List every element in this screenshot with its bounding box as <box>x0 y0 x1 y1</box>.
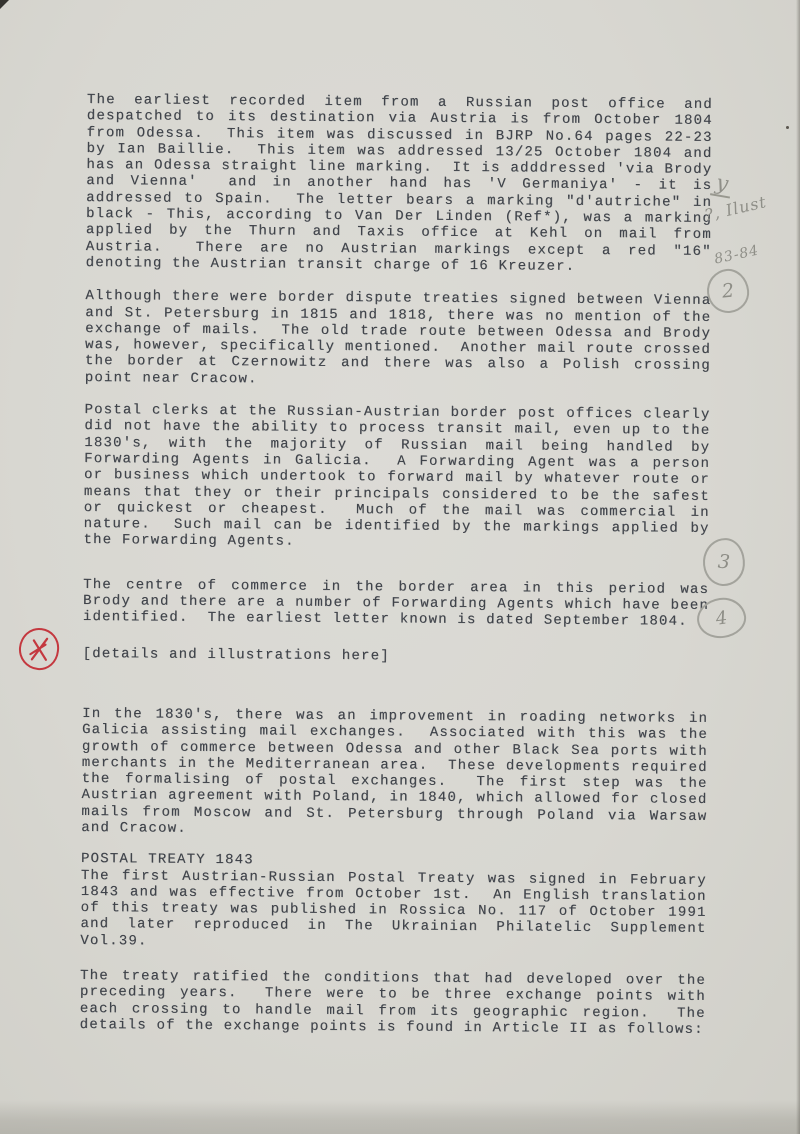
paragraph-1 <box>86 92 713 276</box>
text-line: applied by the Thurn and Taxis office at Kehl on mail from <box>85 222 712 244</box>
circled-number-label: 4 <box>714 606 729 630</box>
text-line: The centre of commerce in the border area in this period was <box>83 576 710 598</box>
text-line: 1843 and was effective from October 1st. An English translation <box>80 883 707 905</box>
text-line: preceding years. There were to be three exchange points with <box>79 984 706 1006</box>
text-line: did not have the ability to process transit mail, even up to the <box>84 418 711 440</box>
scan-artifact-corner <box>0 0 9 9</box>
text-line: addressed to Spain. The letter bears a marking "d'autriche" in <box>86 189 713 211</box>
text-line: exchange of mails. The old trade route between Odessa and Brody <box>85 320 712 342</box>
scan-shadow-right <box>796 0 800 1134</box>
text-line: The treaty ratified the conditions that had developed over the <box>79 968 707 989</box>
text-line: Forwarding Agents in Galicia. A Forwarding Agent was a person <box>84 450 711 472</box>
text-line: merchants in the Mediterranean area. These developments required <box>81 754 708 776</box>
circled-number-label: 2 <box>720 279 736 303</box>
text-line: Vol.39. <box>80 932 148 950</box>
text-line: was, however, specifically mentioned. Another mail route crossed <box>84 337 712 359</box>
text-line: The first Austrian-Russian Postal Treaty was signed in February <box>80 867 707 889</box>
pencil-page-reference: 83-84 <box>712 242 761 268</box>
text-line: the formalising of postal exchanges. The first step was the <box>81 771 708 792</box>
text-line: [details and illustrations here] <box>82 645 390 665</box>
text-line: Austria. There are no Austrian markings except a red "16" <box>85 238 712 260</box>
text-line: In the 1830's, there was an improvement in roading networks in <box>82 705 709 727</box>
text-line: and Cracow. <box>81 819 187 837</box>
scan-shadow-bottom <box>0 1100 800 1134</box>
text-line: mails from Moscow and St. Petersburg through Poland via Warsaw <box>81 803 708 825</box>
scan-speck <box>786 126 789 129</box>
text-line: means that they or their principals considered to be the safest <box>83 483 710 505</box>
red-circled-cross-annotation <box>17 626 61 672</box>
heading-line: POSTAL TREATY 1843 <box>80 851 254 869</box>
text-line: nature. Such mail can be identified by the markings applied by <box>83 516 710 538</box>
pencil-circled-number-2 <box>705 267 751 315</box>
text-line: or business which undertook to forward mail by whatever route or <box>83 467 711 489</box>
text-line: the border at Czernowitz and there was also a Polish crossing <box>84 353 711 375</box>
text-line: The earliest recorded item from a Russian post office and <box>86 92 713 113</box>
text-line: denoting the Austrian transit charge of 16 Kreuzer. <box>85 254 576 275</box>
text-line: and St. Petersburg in 1815 and 1818, there was no mention of the <box>85 304 712 326</box>
text-line: each crossing to handle mail from its geographic region. The <box>79 1000 706 1022</box>
text-line: Brody and there are a number of Forwarding Agents which have been <box>82 593 710 614</box>
text-line: point near Cracow. <box>84 369 258 388</box>
text-line: and Vienna' and in another hand has 'V Germaniya' - it is <box>86 173 713 195</box>
text-line: Although there were border dispute treaties signed between Vienna <box>85 288 712 310</box>
paragraph-6 <box>80 868 707 954</box>
text-line: has an Odessa straight line marking. It is adddressed 'via Brody <box>86 157 713 179</box>
text-line: by Ian Baillie. This item was addressed 13/25 October 1804 and <box>86 140 713 162</box>
text-line: of this treaty was published in Rossica No. 117 of October 1991 <box>80 900 707 922</box>
text-line: growth of commerce between Odessa and other Black Sea ports with <box>81 738 708 760</box>
paragraph-3 <box>83 402 710 554</box>
paragraph-2 <box>85 288 712 391</box>
circled-number-label: 3 <box>717 550 731 574</box>
text-line: Galicia assisting mail exchanges. Associated with this was the <box>81 722 709 744</box>
text-line: the Forwarding Agents. <box>83 532 295 551</box>
text-line: from Odessa. This item was discussed in BJRP No.64 pages 22-23 <box>86 124 713 146</box>
text-line: 1830's, with the majority of Russian mail being handled by <box>84 434 711 456</box>
paragraph-5 <box>81 706 708 841</box>
text-line: Postal clerks at the Russian-Austrian border post offices clearly <box>84 402 711 423</box>
placeholder-note <box>83 646 709 667</box>
paragraph-4 <box>83 577 709 631</box>
text-line: details of the exchange points is found in Article II as follows: <box>79 1016 704 1038</box>
paragraph-7 <box>80 968 706 1038</box>
text-line: identified. The earliest letter known is dated September 1804. <box>82 609 688 631</box>
text-line: black - This, according to Van Der Linden (Ref*), was a marking <box>85 206 713 227</box>
text-line: despatched to its destination via Austria is from October 1804 <box>86 108 713 130</box>
crossed-mark-icon <box>24 633 55 666</box>
text-line: and later reproduced in The Ukrainian Philatelic Supplement <box>80 916 707 938</box>
text-line: Austrian agreement with Poland, in 1840, which allowed for closed <box>81 787 708 809</box>
typewritten-text <box>80 92 713 1038</box>
text-line: or quickest or cheapest. Much of the mail was commercial in <box>83 499 710 521</box>
pencil-checkmark-annotation: y <box>710 170 734 198</box>
pencil-illustration-note: ?, Ilust <box>702 192 769 225</box>
